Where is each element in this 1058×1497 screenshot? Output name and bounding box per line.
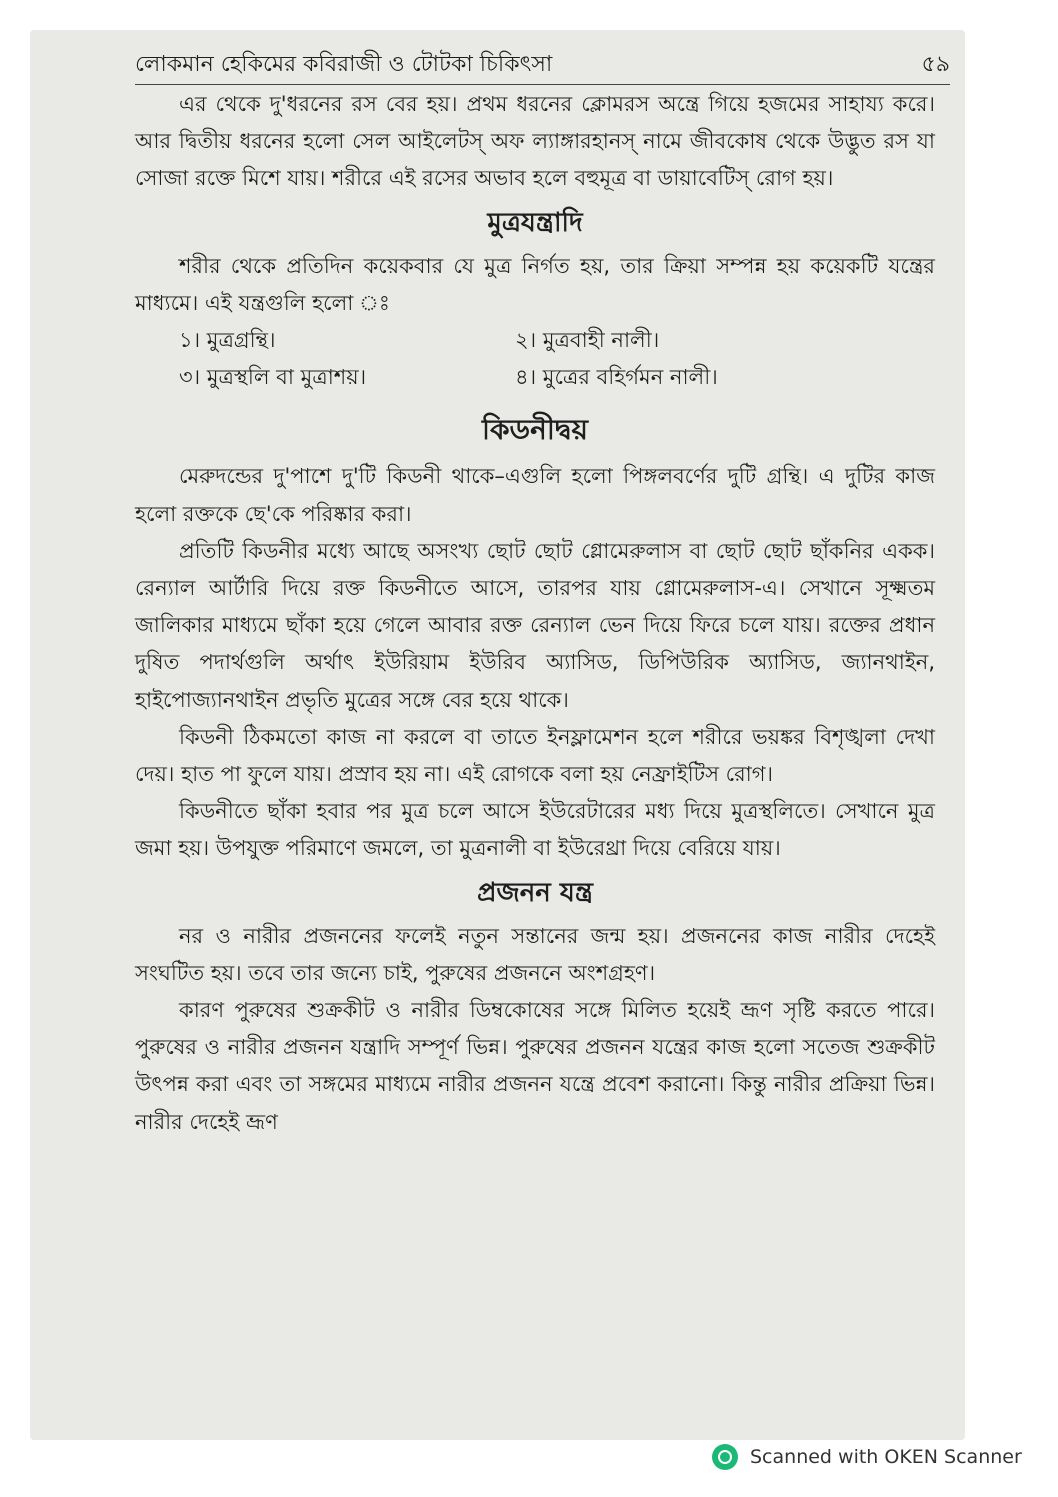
urinary-heading: মুত্রযন্ত্রাদি — [487, 207, 583, 238]
page-body — [135, 86, 935, 1141]
scanner-logo-icon — [712, 1444, 738, 1470]
reproduction-heading: প্রজনন যন্ত্র — [477, 877, 593, 908]
reproduction-paragraph-2: কারণ পুরুষের শুক্রকীট ও নারীর ডিম্বকোষের সঙ্গে মিলিত হয়েই ভ্রূণ সৃষ্টি করতে পারে। পুরুষের ও নারীর প্রজনন যন্ত্রাদি সম্পূর্ণ ভিন্ন। পুরুষের প্রজনন যন্ত্রের কাজ হলো সতেজ শুক্রকীট উৎপন্ন করা এবং তা সঙ্গমের মাধ্যমে নারীর প্রজনন যন্ত্রে প্রবেশ করানো। কিন্তু নারীর প্রক্রিয়া ভিন্ন। নারীর দেহেই ভ্রূণ — [135, 998, 935, 1134]
scanner-label: Scanned with OKEN Scanner — [750, 1446, 1022, 1468]
urinary-paragraph: শরীর থেকে প্রতিদিন কয়েকবার যে মুত্র নির্গত হয়, তার ক্রিয়া সম্পন্ন হয় কয়েকটি যন্ত্রের মাধ্যমে। এই যন্ত্রগুলি হলো ঃ — [135, 253, 935, 315]
kidney-paragraph-4: কিডনীতে ছাঁকা হবার পর মুত্র চলে আসে ইউরেটারের মধ্য দিয়ে মুত্রস্থলিতে। সেখানে মুত্র জমা হয়। উপযুক্ত পরিমাণে জমলে, তা মুত্রনালী বা ইউরেথ্রা দিয়ে বেরিয়ে যায়। — [135, 799, 935, 861]
scanner-watermark — [712, 1444, 1022, 1470]
kidney-paragraph-3: কিডনী ঠিকমতো কাজ না করলে বা তাতে ইনফ্লামেশন হলে শরীরে ভয়ঙ্কর বিশৃঙ্খলা দেখা দেয়। হাত পা ফুলে যায়। প্রস্রাব হয় না। এই রোগকে বলা হয় নেফ্রাইটিস রোগ। — [135, 724, 935, 787]
urinary-organ-list — [135, 322, 935, 396]
intro-paragraph: এর থেকে দু'ধরনের রস বের হয়। প্রথম ধরনের ক্লোমরস অন্ত্রে গিয়ে হজমের সাহায্য করে। আর দ্বিতীয় ধরনের হলো সেল আইলেটস্ অফ ল্যাঙ্গারহানস্ নামে জীবকোষ থেকে উদ্ভুত রস যা সোজা রক্তে মিশে যায়। শরীরে এই রসের অভাব হলে বহুমূত্র বা ডায়াবেটিস্ রোগ হয়। — [135, 92, 935, 191]
page-number: ৫৯ — [921, 51, 950, 77]
list-item: ১। মুত্রগ্রন্থি। — [179, 328, 276, 353]
kidney-paragraph-2: প্রতিটি কিডনীর মধ্যে আছে অসংখ্য ছোট ছোট গ্লোমেরুলাস বা ছোট ছোট ছাঁকনির একক। রেন্যাল আর্টারি দিয়ে রক্ত কিডনীতে আসে, তারপর যায় গ্লোমেরুলাস-এ। সেখানে সূক্ষ্মতম জালিকার মাধ্যমে ছাঁকা হয়ে গেলে আবার রক্ত রেন্যাল ভেন দিয়ে ফিরে চলে যায়। রক্তের প্রধান দুষিত পদার্থগুলি অর্থাৎ ইউরিয়াম ইউরিব অ্যাসিড, ডিপিউরিক অ্যাসিড, জ্যানথাইন, হাইপোজ্যানথাইন প্রভৃতি মুত্রের সঙ্গে বের হয়ে থাকে। — [135, 538, 935, 712]
book-title: লোকমান হেকিমের কবিরাজী ও টোটকা চিকিৎসা — [135, 51, 553, 77]
reproduction-paragraph-1: নর ও নারীর প্রজননের ফলেই নতুন সন্তানের জন্ম হয়। প্রজননের কাজ নারীর দেহেই সংঘটিত হয়। তবে তার জন্যে চাই, পুরুষের প্রজননে অংশগ্রহণ। — [135, 923, 935, 985]
list-item: ৩। মুত্রস্থলি বা মুত্রাশয়। — [179, 365, 367, 390]
running-header — [135, 48, 950, 85]
kidney-paragraph-1: মেরুদন্ডের দু'পাশে দু'টি কিডনী থাকে–এগুলি হলো পিঙ্গলবর্ণের দুটি গ্রন্থি। এ দুটির কাজ হলো রক্তকে ছে'কে পরিষ্কার করা। — [135, 464, 935, 526]
list-item: ২। মুত্রবাহী নালী। — [515, 328, 660, 353]
list-item: ৪। মুত্রের বহির্গমন নালী। — [515, 365, 718, 390]
kidney-heading: কিডনীদ্বয় — [481, 413, 589, 447]
